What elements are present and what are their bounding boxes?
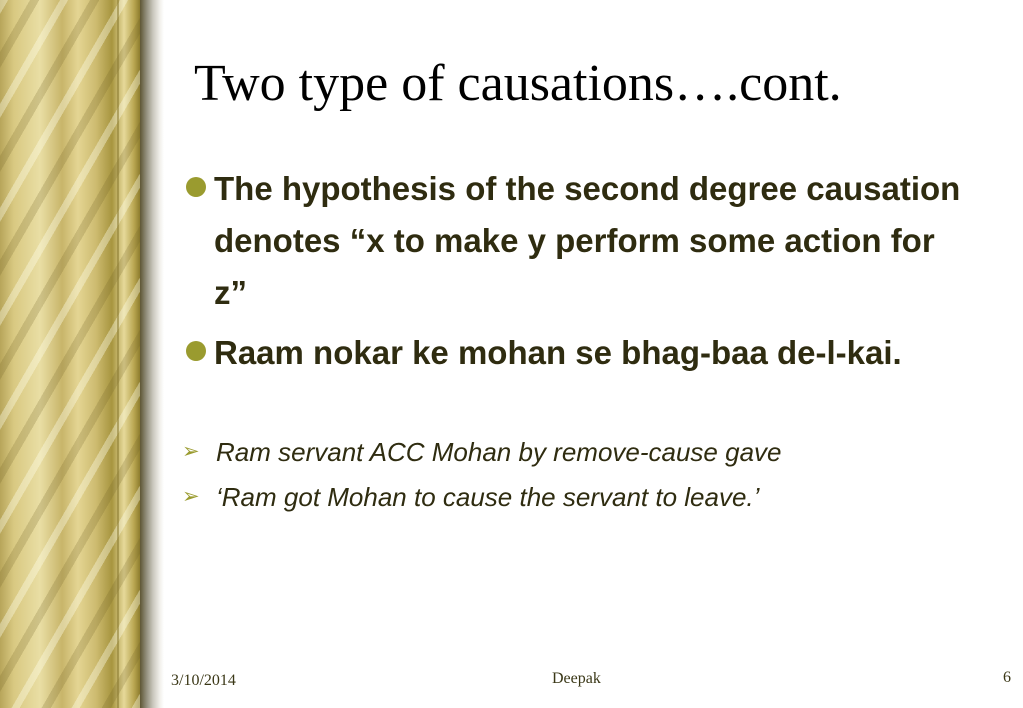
bullet-item — [186, 327, 976, 379]
bullet-dot-icon — [186, 177, 206, 197]
bullet-item — [186, 163, 976, 319]
sub-bullet-text: ‘Ram got Mohan to cause the servant to leave.’ — [216, 482, 760, 512]
arrowhead-bullet-icon: ➢ — [182, 484, 200, 508]
arrowhead-bullet-icon: ➢ — [182, 439, 200, 463]
bullet-text: The hypothesis of the second degree causation denotes “x to make y perform some action for z” — [214, 170, 961, 311]
bullet-text: Raam nokar ke mohan se bhag-baa de-l-kai. — [214, 334, 902, 371]
sub-bullet-item — [182, 479, 982, 515]
footer-date: 3/10/2014 — [171, 672, 236, 689]
decorative-side-band — [0, 0, 140, 708]
slide-title: Two type of causations….cont. — [194, 55, 842, 112]
footer-page-number: 6 — [1003, 669, 1011, 686]
decorative-side-shadow — [140, 0, 164, 708]
decorative-side-rule — [117, 0, 119, 708]
sub-bullet-item — [182, 434, 982, 470]
footer-author: Deepak — [552, 670, 601, 687]
sub-bullet-text: Ram servant ACC Mohan by remove-cause gave — [216, 437, 782, 467]
bullet-dot-icon — [186, 341, 206, 361]
